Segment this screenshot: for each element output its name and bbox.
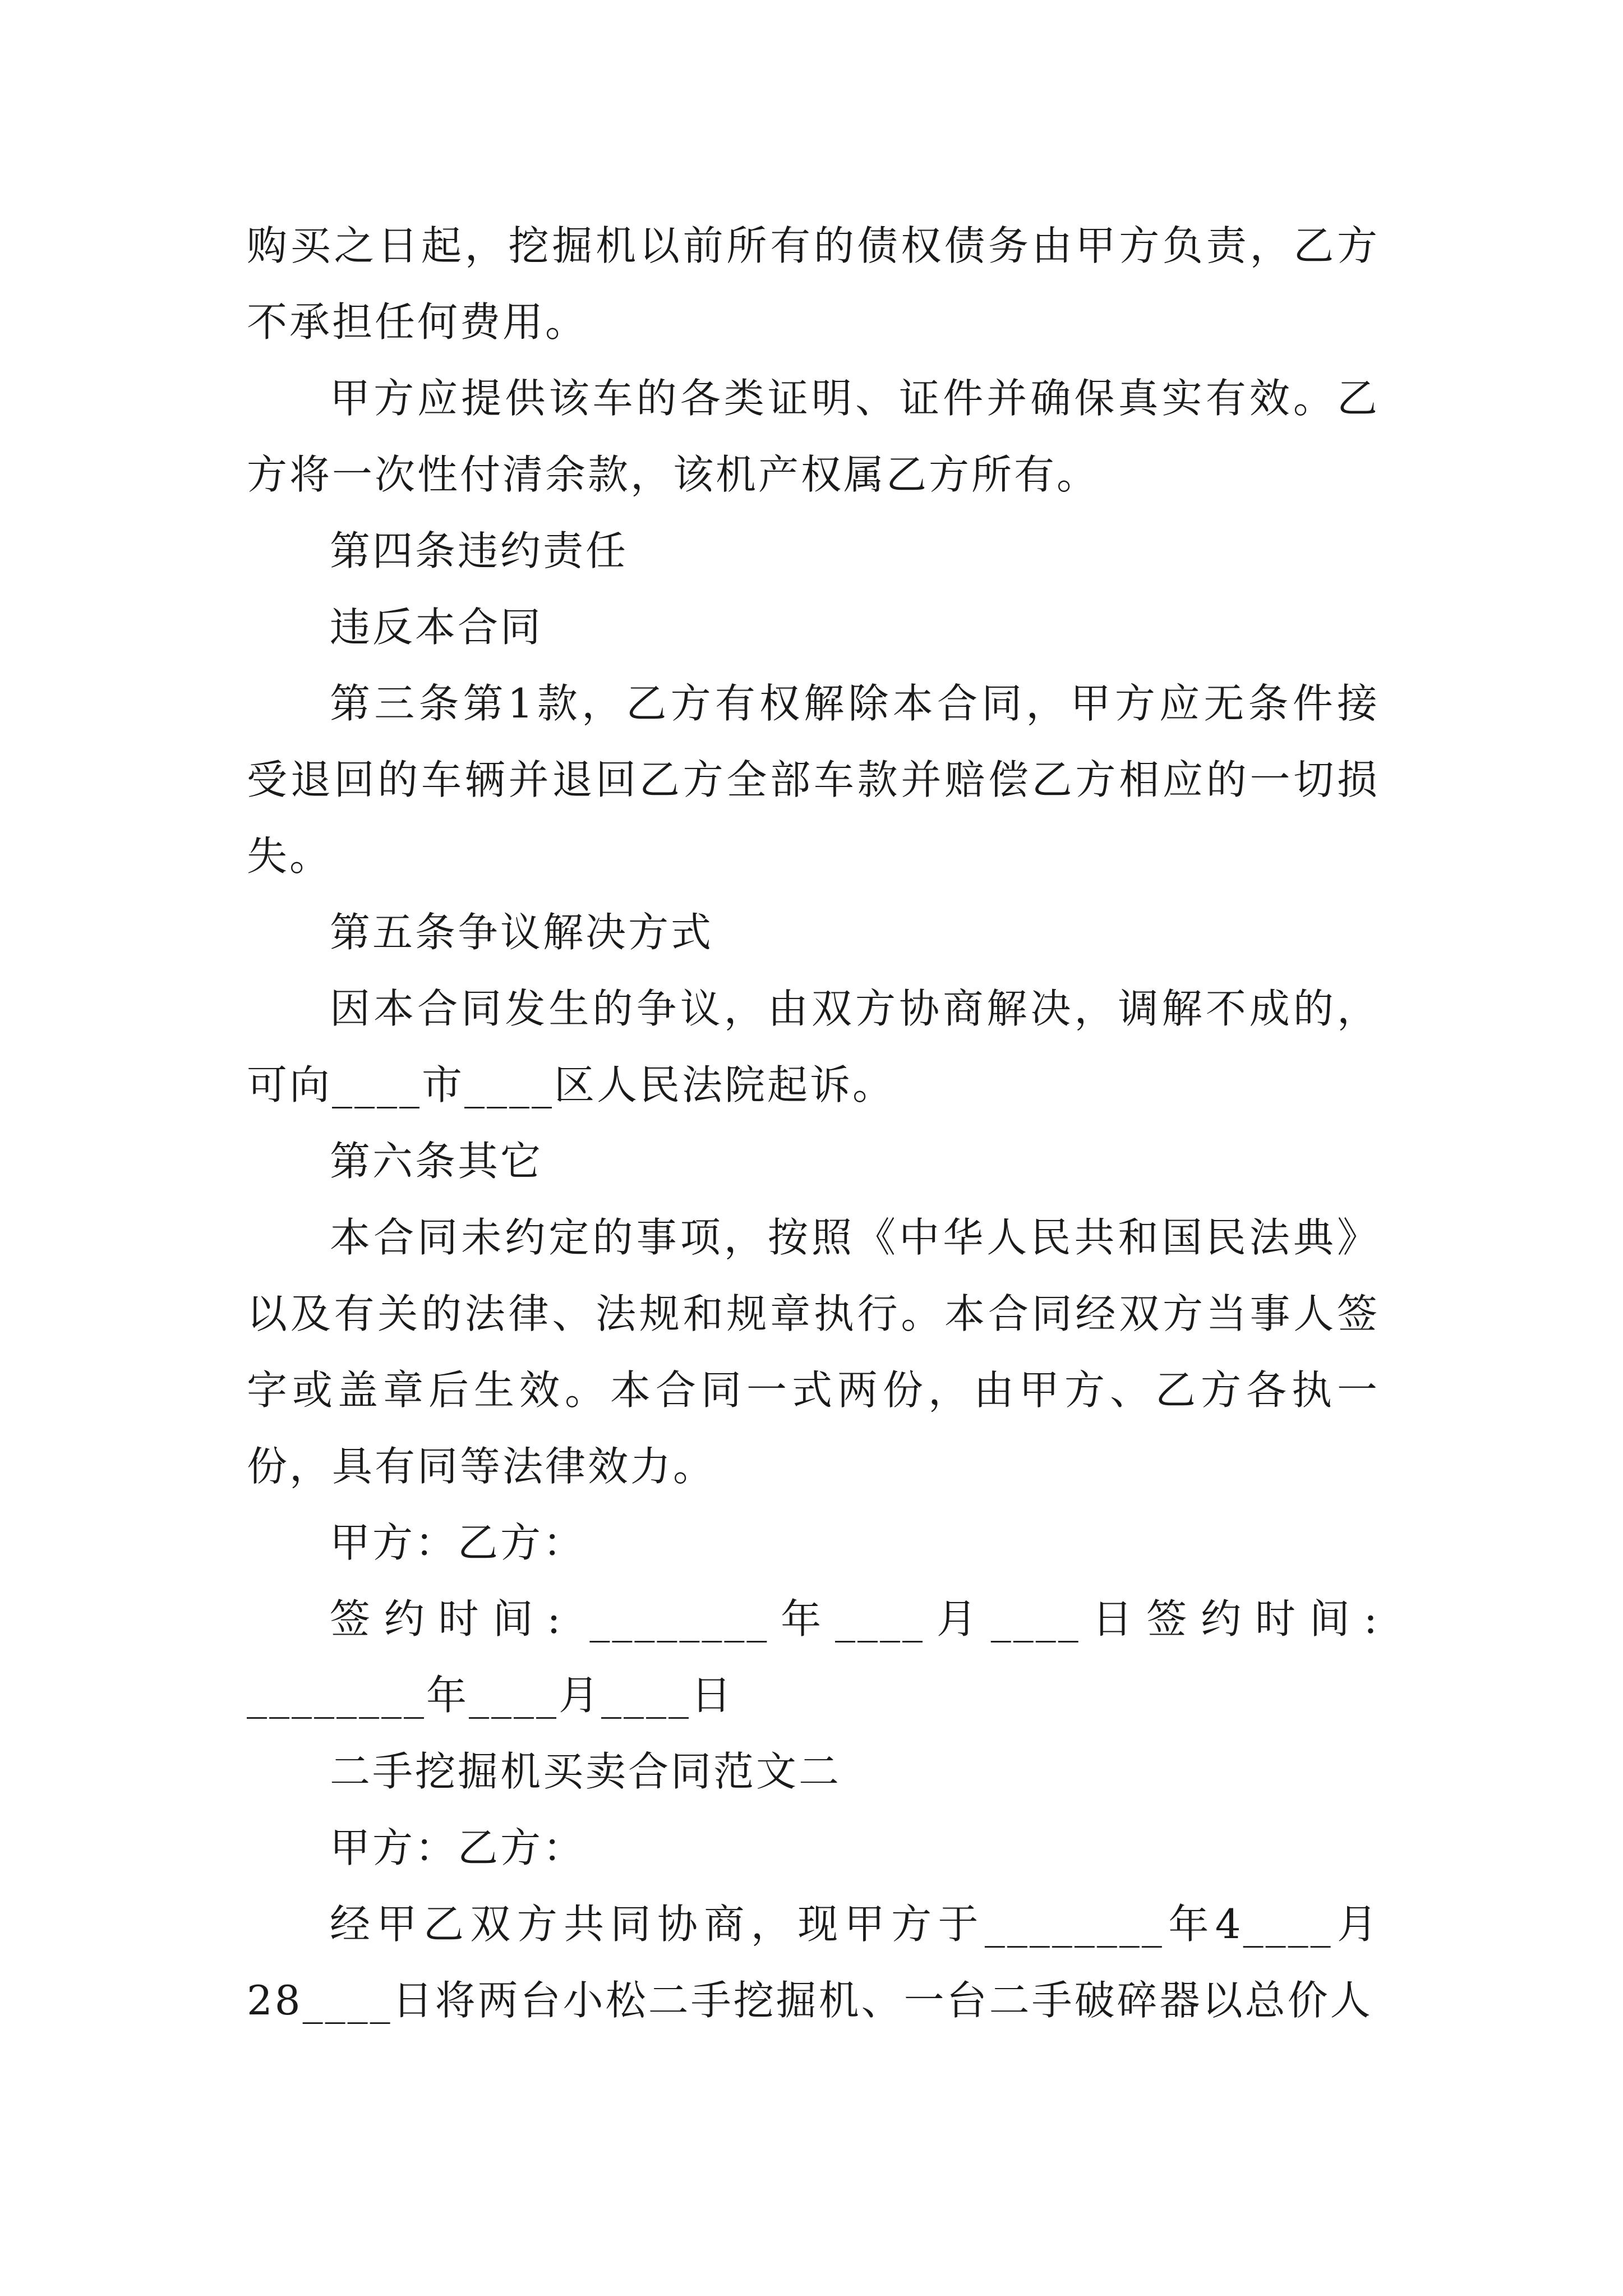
paragraph-agreement-intro: 经甲乙双方共同协商，现甲方于________年4____月28____日将两台小松二手挖掘机、一台二手破碎器以总价人 <box>247 1901 1380 2024</box>
paragraph-certificates: 甲方应提供该车的各类证明、证件并确保真实有效。乙方将一次性付清余款，该机产权属乙方所有。 <box>247 375 1380 498</box>
heading-article-6: 第六条其它 <box>330 1138 543 1185</box>
document-body <box>247 208 1380 2039</box>
paragraph-signing-time: 签约时间: ________年____月____日签约时间: ________年____月____日 <box>247 1595 1380 1719</box>
heading-article-4: 第四条违约责任 <box>330 527 629 574</box>
paragraph-parties: 甲方：乙方： <box>330 1519 586 1566</box>
paragraph-breach-intro: 违反本合同 <box>330 604 543 651</box>
heading-article-5: 第五条争议解决方式 <box>330 909 714 956</box>
paragraph-debt-responsibility: 购买之日起，挖掘机以前所有的债权债务由甲方负责，乙方不承担任何费用。 <box>247 222 1380 346</box>
paragraph-breach-terms: 第三条第1款，乙方有权解除本合同，甲方应无条件接受退回的车辆并退回乙方全部车款并赔偿乙方相应的一切损失。 <box>247 680 1380 880</box>
paragraph-parties-two: 甲方：乙方： <box>330 1824 586 1871</box>
paragraph-other-terms: 本合同未约定的事项，按照《中华人民共和国民法典》以及有关的法律、法规和规章执行。本合同经双方当事人签字或盖章后生效。本合同一式两份，由甲方、乙方各执一份，具有同等法律效力。 <box>247 1214 1380 1490</box>
heading-sample-two: 二手挖掘机买卖合同范文二 <box>330 1748 842 1795</box>
paragraph-dispute: 因本合同发生的争议，由双方协商解决，调解不成的，可向____市____区人民法院起诉。 <box>247 985 1380 1108</box>
